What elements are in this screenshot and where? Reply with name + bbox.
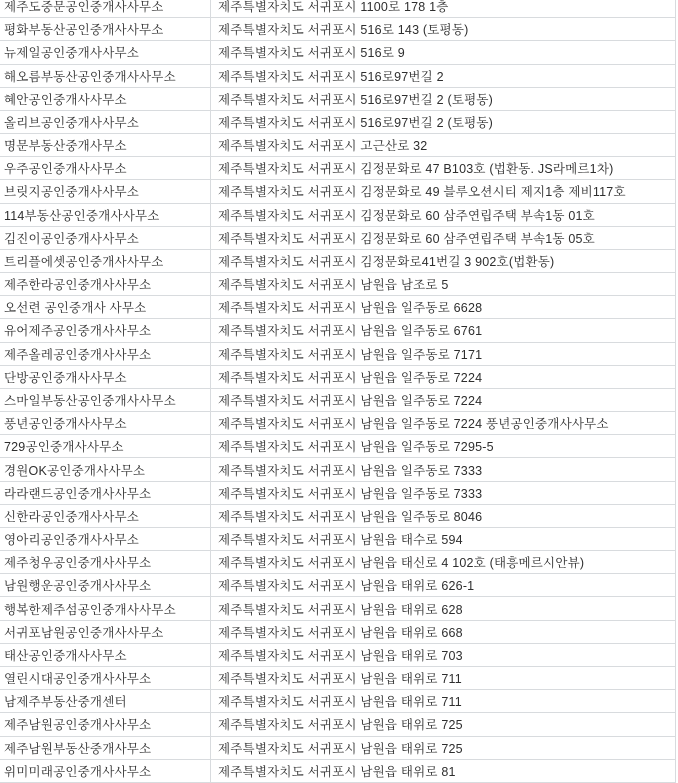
table-row [0,41,676,64]
office-name-cell: 영아리공인중개사사무소 [0,528,211,550]
table-row [0,505,676,528]
office-address-cell: 제주특별자치도 서귀포시 남원읍 태위로 668 [211,621,676,643]
office-name-cell: 제주도중문공인중개사사무소 [0,0,211,17]
table-row [0,597,676,620]
table-row [0,18,676,41]
table-row [0,88,676,111]
office-address-cell: 제주특별자치도 서귀포시 남원읍 일주동로 7171 [211,343,676,365]
office-name-cell: 신한라공인중개사사무소 [0,505,211,527]
office-address-cell: 제주특별자치도 서귀포시 남원읍 태신로 4 102호 (태흥메르시안뷰) [211,551,676,573]
table-row [0,458,676,481]
office-address-cell: 제주특별자치도 서귀포시 남원읍 태위로 725 [211,713,676,735]
office-name-cell: 제주한라공인중개사사무소 [0,273,211,295]
table-row [0,366,676,389]
office-name-cell: 단방공인중개사사무소 [0,366,211,388]
office-name-cell: 오선련 공인중개사 사무소 [0,296,211,318]
table-row [0,111,676,134]
office-name-cell: 제주올레공인중개사사무소 [0,343,211,365]
office-address-cell: 제주특별자치도 서귀포시 남원읍 일주동로 7333 [211,482,676,504]
table-row [0,343,676,366]
table-row [0,412,676,435]
office-address-cell: 제주특별자치도 서귀포시 516로 143 (토평동) [211,18,676,40]
office-name-cell: 트리플에셋공인중개사사무소 [0,250,211,272]
office-name-cell: 서귀포남원공인중개사사무소 [0,621,211,643]
table-row [0,204,676,227]
office-name-cell: 브릿지공인중개사사무소 [0,180,211,202]
office-name-cell: 평화부동산공인중개사사무소 [0,18,211,40]
office-address-cell: 제주특별자치도 서귀포시 남원읍 태위로 725 [211,737,676,759]
table-row [0,296,676,319]
office-address-cell: 제주특별자치도 서귀포시 남원읍 일주동로 7224 풍년공인중개사사무소 [211,412,676,434]
office-name-cell: 경원OK공인중개사사무소 [0,458,211,480]
office-address-cell: 제주특별자치도 서귀포시 남원읍 태위로 81 [211,760,676,782]
table-row [0,319,676,342]
office-name-cell: 혜안공인중개사사무소 [0,88,211,110]
table-row [0,528,676,551]
office-address-cell: 제주특별자치도 서귀포시 516로97번길 2 (토평동) [211,111,676,133]
table-row [0,760,676,783]
office-name-cell: 행복한제주섬공인중개사사무소 [0,597,211,619]
table-row [0,227,676,250]
office-address-cell: 제주특별자치도 서귀포시 남원읍 태위로 703 [211,644,676,666]
table-row [0,0,676,18]
office-name-cell: 올리브공인중개사사무소 [0,111,211,133]
office-address-cell: 제주특별자치도 서귀포시 남원읍 일주동로 6761 [211,319,676,341]
office-name-cell: 729공인중개사사무소 [0,435,211,457]
table-row [0,713,676,736]
office-address-cell: 제주특별자치도 서귀포시 남원읍 일주동로 7295-5 [211,435,676,457]
office-address-cell: 제주특별자치도 서귀포시 남원읍 태위로 711 [211,667,676,689]
office-name-cell: 남원행운공인중개사사무소 [0,574,211,596]
office-name-cell: 위미미래공인중개사사무소 [0,760,211,782]
office-name-cell: 제주남원공인중개사사무소 [0,713,211,735]
office-name-cell: 114부동산공인중개사사무소 [0,204,211,226]
office-address-cell: 제주특별자치도 서귀포시 김정문화로41번길 3 902호(법환동) [211,250,676,272]
office-name-cell: 제주청우공인중개사사무소 [0,551,211,573]
table-row [0,250,676,273]
office-address-cell: 제주특별자치도 서귀포시 남원읍 태위로 626-1 [211,574,676,596]
office-name-cell: 열린시대공인중개사사무소 [0,667,211,689]
office-address-cell: 제주특별자치도 서귀포시 남원읍 일주동로 7333 [211,458,676,480]
office-address-cell: 제주특별자치도 서귀포시 김정문화로 49 블루오션시티 제지1층 제비117호 [211,180,676,202]
table-row [0,65,676,88]
office-address-cell: 제주특별자치도 서귀포시 남원읍 태위로 628 [211,597,676,619]
office-address-cell: 제주특별자치도 서귀포시 남원읍 남조로 5 [211,273,676,295]
table-row [0,551,676,574]
table-row [0,667,676,690]
table-row [0,621,676,644]
office-name-cell: 우주공인중개사사무소 [0,157,211,179]
office-address-cell: 제주특별자치도 서귀포시 남원읍 태수로 594 [211,528,676,550]
office-name-cell: 명문부동산중개사무소 [0,134,211,156]
table-row [0,435,676,458]
office-address-cell: 제주특별자치도 서귀포시 1100로 178 1층 [211,0,676,17]
office-name-cell: 스마일부동산공인중개사사무소 [0,389,211,411]
office-name-cell: 라라랜드공인중개사사무소 [0,482,211,504]
office-name-cell: 뉴제일공인중개사사무소 [0,41,211,63]
office-address-cell: 제주특별자치도 서귀포시 김정문화로 47 B103호 (법환동. JS라메르1차) [211,157,676,179]
table-row [0,157,676,180]
office-address-cell: 제주특별자치도 서귀포시 남원읍 태위로 711 [211,690,676,712]
table-row [0,389,676,412]
office-address-cell: 제주특별자치도 서귀포시 남원읍 일주동로 7224 [211,389,676,411]
office-address-cell: 제주특별자치도 서귀포시 남원읍 일주동로 8046 [211,505,676,527]
office-address-cell: 제주특별자치도 서귀포시 고근산로 32 [211,134,676,156]
office-name-cell: 제주남원부동산중개사무소 [0,737,211,759]
office-address-cell: 제주특별자치도 서귀포시 남원읍 일주동로 7224 [211,366,676,388]
office-name-cell: 해오름부동산공인중개사사무소 [0,65,211,87]
office-name-cell: 태산공인중개사사무소 [0,644,211,666]
table-row [0,180,676,203]
office-address-cell: 제주특별자치도 서귀포시 516로97번길 2 [211,65,676,87]
table-row [0,737,676,760]
office-address-cell: 제주특별자치도 서귀포시 김정문화로 60 삼주연립주택 부속1동 05호 [211,227,676,249]
table-row [0,574,676,597]
office-address-cell: 제주특별자치도 서귀포시 남원읍 일주동로 6628 [211,296,676,318]
office-name-cell: 남제주부동산중개센터 [0,690,211,712]
office-name-cell: 유어제주공인중개사사무소 [0,319,211,341]
table-row [0,273,676,296]
office-address-cell: 제주특별자치도 서귀포시 516로97번길 2 (토평동) [211,88,676,110]
table-row [0,482,676,505]
office-name-cell: 풍년공인중개사사무소 [0,412,211,434]
table-row [0,690,676,713]
office-address-cell: 제주특별자치도 서귀포시 516로 9 [211,41,676,63]
table-row [0,644,676,667]
office-name-cell: 김진이공인중개사사무소 [0,227,211,249]
table-row [0,134,676,157]
office-address-cell: 제주특별자치도 서귀포시 김정문화로 60 삼주연립주택 부속1동 01호 [211,204,676,226]
